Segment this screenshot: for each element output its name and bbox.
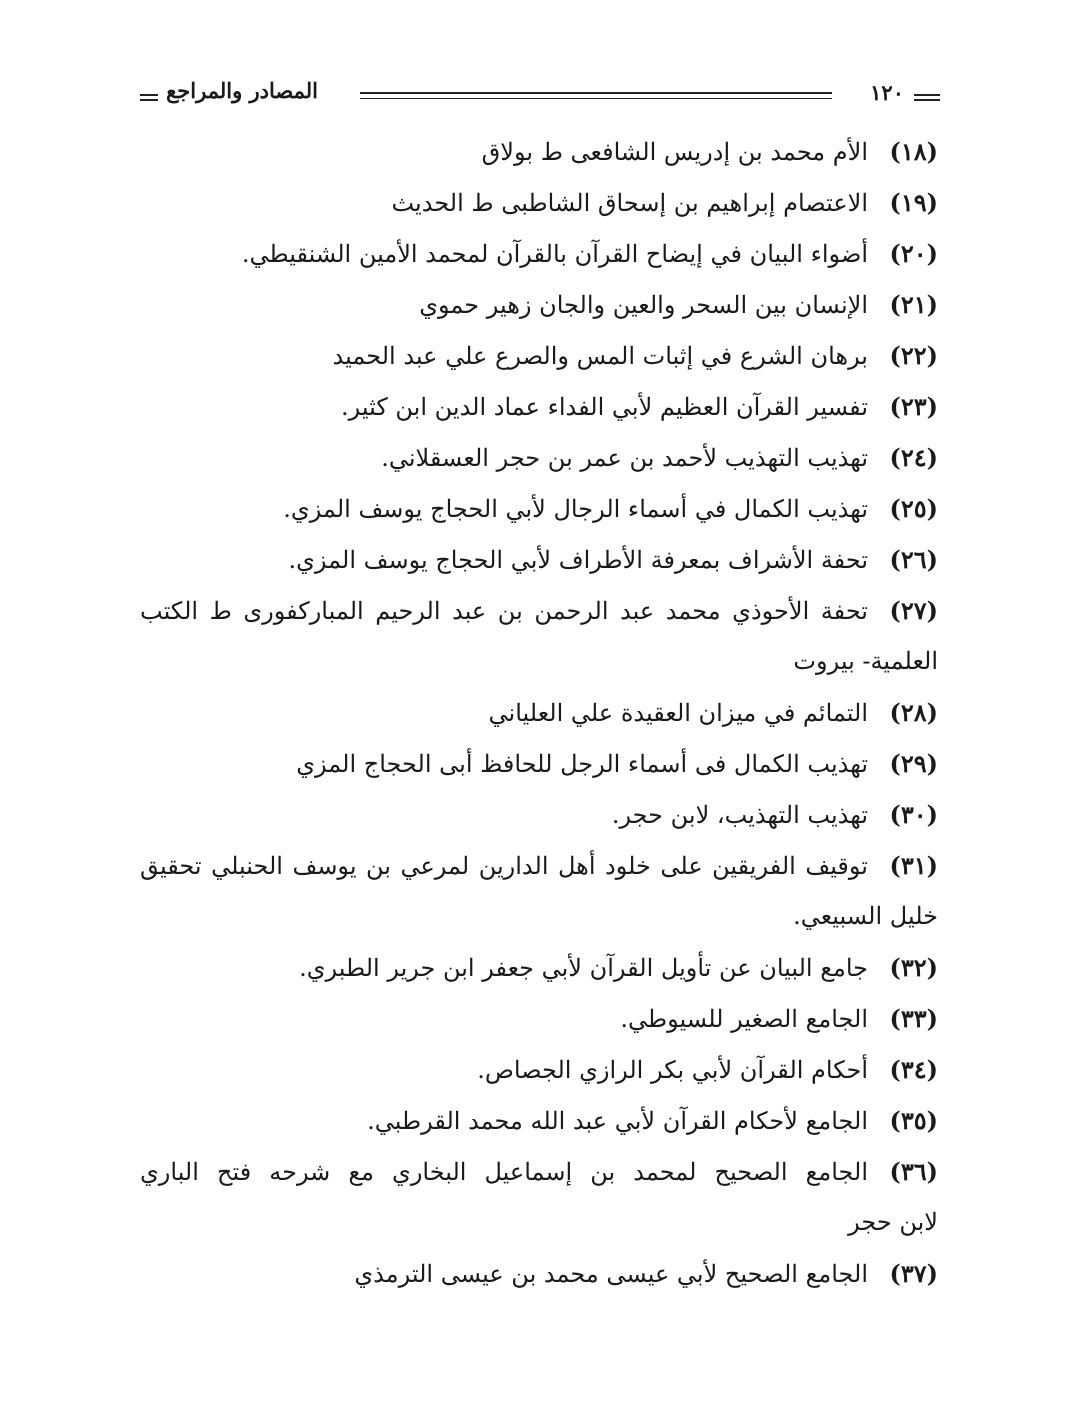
reference-entry — [140, 381, 938, 432]
entry-number: ( ٢٦ ) — [868, 534, 938, 585]
reference-entry — [140, 1248, 938, 1299]
entry-text: جامع البيان عن تأويل القرآن لأبي جعفر ابن جرير الطبري. — [299, 954, 868, 982]
page-header — [140, 78, 940, 108]
entry-text: توقيف الفريقين على خلود أهل الدارين لمرعي بن يوسف الحنبلي تحقيق — [140, 852, 868, 880]
reference-entry — [140, 534, 938, 585]
entry-number: ( ٢٥ ) — [868, 483, 938, 534]
entry-number: ( ١٩ ) — [868, 177, 938, 228]
page-number: ١٢٠ — [870, 80, 904, 105]
entry-number: ( ٣١ ) — [868, 840, 938, 891]
reference-entry — [140, 1095, 938, 1146]
entry-text: برهان الشرع في إثبات المس والصرع علي عبد الحميد — [332, 342, 868, 370]
entry-text: الجامع الصحيح لأبي عيسى محمد بن عيسى الترمذي — [354, 1260, 868, 1288]
entry-number: ( ٢٣ ) — [868, 381, 938, 432]
entry-text: التمائم في ميزان العقيدة علي العلياني — [488, 699, 868, 727]
reference-entry — [140, 330, 938, 381]
reference-entry — [140, 126, 938, 177]
header-ornament-right — [914, 94, 940, 101]
entry-number: ( ٢٨ ) — [868, 687, 938, 738]
entry-number: ( ٣٦ ) — [868, 1146, 938, 1197]
reference-entry — [140, 585, 938, 636]
reference-entry — [140, 840, 938, 891]
entry-number: ( ٣٤ ) — [868, 1044, 938, 1095]
reference-entry — [140, 1044, 938, 1095]
entry-text: تحفة الأحوذي محمد عبد الرحمن بن عبد الرحيم المباركفورى ط الكتب — [140, 597, 868, 625]
entry-text: أحكام القرآن لأبي بكر الرازي الجصاص. — [477, 1056, 868, 1084]
entry-text: تهذيب التهذيب لأحمد بن عمر بن حجر العسقلاني. — [381, 444, 868, 472]
entry-continuation: العلمية- بيروت — [793, 647, 938, 675]
reference-entry — [140, 1146, 938, 1197]
reference-entry — [140, 738, 938, 789]
entry-number: ( ٣٧ ) — [868, 1248, 938, 1299]
reference-entry — [140, 687, 938, 738]
header-ornament-left — [140, 94, 158, 101]
reference-entry — [140, 483, 938, 534]
entry-text: تهذيب الكمال فى أسماء الرجل للحافظ أبى الحجاج المزي — [296, 750, 868, 778]
entry-text: الجامع الصغير للسيوطي. — [620, 1005, 868, 1033]
entry-number: ( ٣٣ ) — [868, 993, 938, 1044]
reference-entry — [140, 177, 938, 228]
entry-number: ( ٢٩ ) — [868, 738, 938, 789]
entry-text: الأم محمد بن إدريس الشافعى ط بولاق — [481, 138, 868, 166]
entry-text: الاعتصام إبراهيم بن إسحاق الشاطبى ط الحديث — [391, 189, 868, 217]
reference-entry — [140, 789, 938, 840]
reference-entry — [140, 228, 938, 279]
entry-number: ( ٢٠ ) — [868, 228, 938, 279]
reference-entry — [140, 993, 938, 1044]
entry-text: الجامع الصحيح لمحمد بن إسماعيل البخاري مع شرحه فتح الباري — [140, 1158, 868, 1186]
entry-number: ( ٣٠ ) — [868, 789, 938, 840]
references-list — [140, 126, 938, 1299]
entry-continuation: خليل السبيعي. — [793, 902, 938, 930]
entry-text: الإنسان بين السحر والعين والجان زهير حموي — [419, 291, 868, 319]
entry-text: تحفة الأشراف بمعرفة الأطراف لأبي الحجاج يوسف المزي. — [288, 546, 868, 574]
entry-number: ( ٣٥ ) — [868, 1095, 938, 1146]
entry-number: ( ٣٢ ) — [868, 942, 938, 993]
running-title: المصادر والمراجع — [166, 78, 318, 103]
entry-text: أضواء البيان في إيضاح القرآن بالقرآن لمحمد الأمين الشنقيطي. — [241, 240, 868, 268]
reference-entry — [140, 279, 938, 330]
entry-text: تهذيب التهذيب، لابن حجر. — [611, 801, 868, 829]
entry-number: ( ٢٧ ) — [868, 585, 938, 636]
header-rule — [360, 92, 832, 99]
entry-text: تهذيب الكمال في أسماء الرجال لأبي الحجاج يوسف المزي. — [283, 495, 868, 523]
entry-text: تفسير القرآن العظيم لأبي الفداء عماد الدين ابن كثير. — [340, 393, 868, 421]
entry-text: الجامع لأحكام القرآن لأبي عبد الله محمد القرطبي. — [367, 1107, 868, 1135]
entry-number: ( ٢١ ) — [868, 279, 938, 330]
entry-number: ( ٢٤ ) — [868, 432, 938, 483]
entry-number: ( ٢٢ ) — [868, 330, 938, 381]
reference-entry — [140, 432, 938, 483]
entry-number: ( ١٨ ) — [868, 126, 938, 177]
reference-entry — [140, 942, 938, 993]
entry-continuation: لابن حجر — [848, 1208, 938, 1236]
